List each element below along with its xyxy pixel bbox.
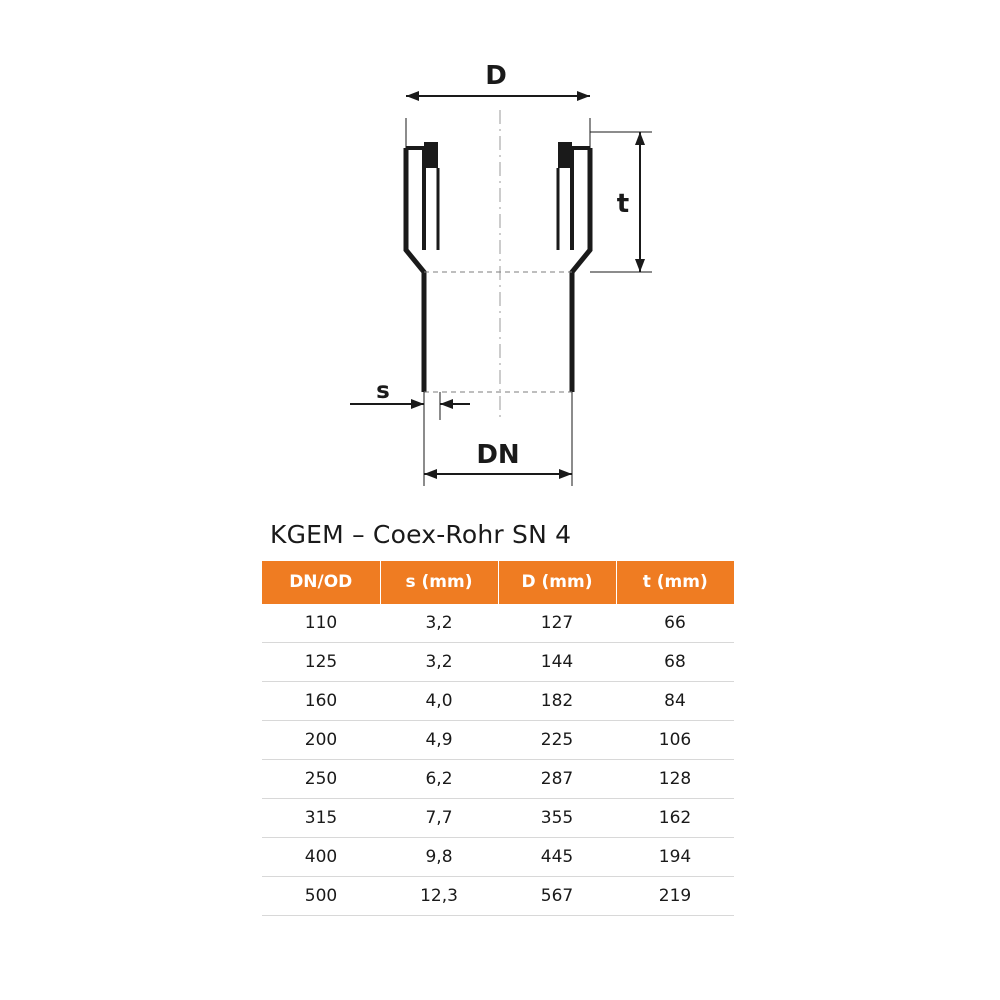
cell-dn-od: 250	[262, 760, 380, 799]
table-row	[262, 643, 734, 682]
cell-s: 9,8	[380, 838, 498, 877]
table-row	[262, 604, 734, 643]
cell-dn-od: 160	[262, 682, 380, 721]
cell-dn-od: 125	[262, 643, 380, 682]
cell-d: 225	[498, 721, 616, 760]
cell-s: 6,2	[380, 760, 498, 799]
cell-dn-od: 110	[262, 604, 380, 643]
dimension-D	[406, 61, 590, 148]
cell-d: 182	[498, 682, 616, 721]
cell-t: 106	[616, 721, 734, 760]
cell-t: 68	[616, 643, 734, 682]
dimension-s	[350, 378, 470, 420]
cell-d: 355	[498, 799, 616, 838]
cell-d: 445	[498, 838, 616, 877]
table-row	[262, 877, 734, 916]
column-header-t: t (mm)	[616, 561, 734, 604]
cell-s: 3,2	[380, 643, 498, 682]
label-s: s	[376, 378, 390, 404]
cell-dn-od: 500	[262, 877, 380, 916]
table-row	[262, 838, 734, 877]
cell-t: 162	[616, 799, 734, 838]
label-DN: DN	[476, 440, 520, 470]
cell-s: 4,0	[380, 682, 498, 721]
cell-t: 194	[616, 838, 734, 877]
dimension-t	[590, 132, 652, 272]
cell-d: 127	[498, 604, 616, 643]
column-header-d: D (mm)	[498, 561, 616, 604]
spec-table-body	[262, 604, 734, 916]
cell-dn-od: 400	[262, 838, 380, 877]
spec-table-head	[262, 561, 734, 604]
socket-step-lines	[424, 272, 572, 392]
table-header-row	[262, 561, 734, 604]
spec-table-area	[262, 520, 738, 916]
cell-s: 12,3	[380, 877, 498, 916]
cell-d: 144	[498, 643, 616, 682]
cell-t: 219	[616, 877, 734, 916]
table-row	[262, 799, 734, 838]
cell-s: 4,9	[380, 721, 498, 760]
table-row	[262, 721, 734, 760]
cell-d: 567	[498, 877, 616, 916]
cell-t: 66	[616, 604, 734, 643]
pipe-outline	[406, 148, 590, 392]
cell-t: 128	[616, 760, 734, 799]
label-D: D	[485, 61, 507, 91]
table-row	[262, 760, 734, 799]
cell-d: 287	[498, 760, 616, 799]
table-row	[262, 682, 734, 721]
cell-s: 7,7	[380, 799, 498, 838]
spec-table	[262, 561, 734, 916]
table-title: KGEM – Coex-Rohr SN 4	[270, 520, 572, 549]
cell-dn-od: 200	[262, 721, 380, 760]
cell-s: 3,2	[380, 604, 498, 643]
column-header-s: s (mm)	[380, 561, 498, 604]
cell-t: 84	[616, 682, 734, 721]
cell-dn-od: 315	[262, 799, 380, 838]
column-header-dn-od: DN/OD	[262, 561, 380, 604]
socket-seal-detail	[424, 142, 572, 250]
label-t: t	[616, 189, 630, 219]
